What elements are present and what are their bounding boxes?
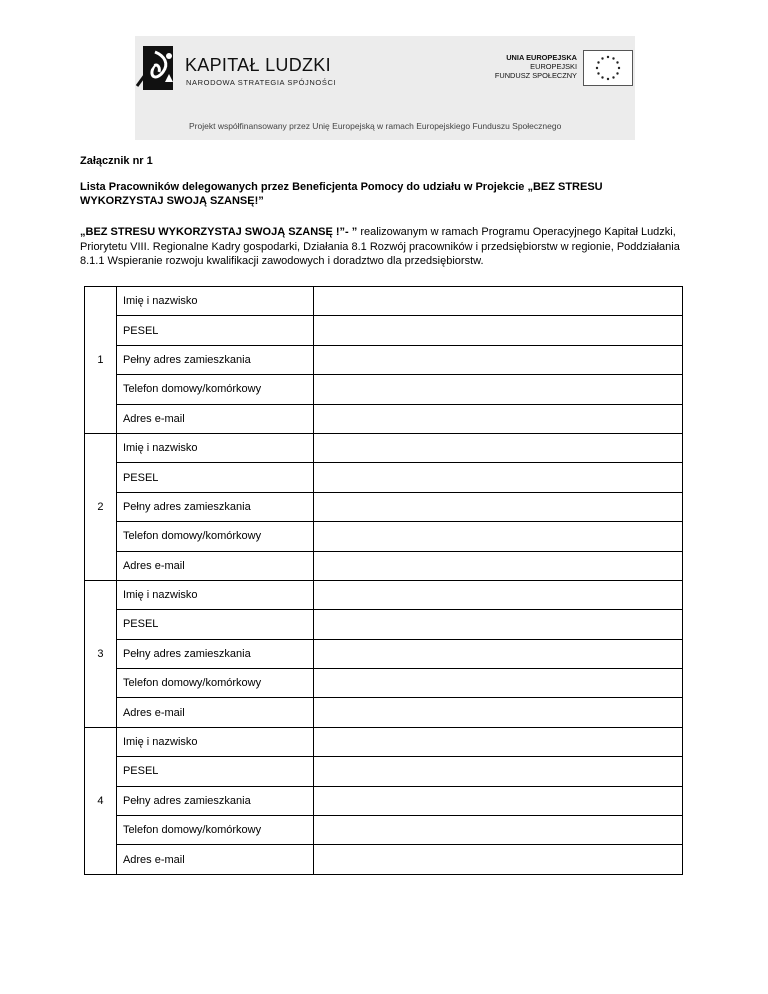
table-row	[85, 316, 683, 345]
table-row	[85, 669, 683, 698]
employee-number: 3	[85, 580, 117, 727]
project-description	[80, 225, 680, 269]
table-row	[85, 551, 683, 580]
field-label: Adres e-mail	[116, 551, 313, 580]
field-value-cell[interactable]	[313, 727, 682, 756]
logo-title: KAPITAŁ LUDZKI	[185, 55, 331, 75]
field-value-cell[interactable]	[313, 492, 682, 521]
field-label: Pełny adres zamieszkania	[116, 639, 313, 668]
field-label: PESEL	[116, 757, 313, 786]
field-value-cell[interactable]	[313, 551, 682, 580]
field-label: Pełny adres zamieszkania	[116, 492, 313, 521]
field-value-cell[interactable]	[313, 786, 682, 815]
field-label: Adres e-mail	[116, 698, 313, 727]
field-value-cell[interactable]	[313, 580, 682, 609]
table-row	[85, 492, 683, 521]
table-row	[85, 580, 683, 609]
header-banner	[135, 36, 635, 140]
table-row	[85, 698, 683, 727]
field-label: Telefon domowy/komórkowy	[116, 816, 313, 845]
eu-line-2: EUROPEJSKI	[530, 62, 577, 71]
table-row	[85, 463, 683, 492]
logo-subtitle: NARODOWA STRATEGIA SPÓJNOŚCI	[186, 78, 337, 87]
field-value-cell[interactable]	[313, 610, 682, 639]
field-label: Imię i nazwisko	[116, 433, 313, 462]
table-row	[85, 404, 683, 433]
table-row	[85, 639, 683, 668]
field-label: Imię i nazwisko	[116, 287, 313, 316]
field-label: PESEL	[116, 610, 313, 639]
table-row	[85, 727, 683, 756]
table-row	[85, 757, 683, 786]
field-value-cell[interactable]	[313, 669, 682, 698]
field-label: Telefon domowy/komórkowy	[116, 375, 313, 404]
field-label: Pełny adres zamieszkania	[116, 786, 313, 815]
field-value-cell[interactable]	[313, 698, 682, 727]
field-value-cell[interactable]	[313, 639, 682, 668]
field-label: Imię i nazwisko	[116, 727, 313, 756]
list-title: Lista Pracowników delegowanych przez Beneficjenta Pomocy do udziału w Projekcie „BEZ STRESU WYKORZYSTAJ SWOJĄ SZANSĘ!”	[80, 181, 603, 207]
eu-label	[495, 53, 577, 80]
field-value-cell[interactable]	[313, 316, 682, 345]
field-label: Imię i nazwisko	[116, 580, 313, 609]
table-row	[85, 345, 683, 374]
eu-line-3: FUNDUSZ SPOŁECZNY	[494, 71, 577, 80]
table-row	[85, 287, 683, 316]
field-label: PESEL	[116, 463, 313, 492]
field-label: Adres e-mail	[116, 404, 313, 433]
field-label: Adres e-mail	[116, 845, 313, 874]
table-row	[85, 433, 683, 462]
kapital-ludzki-logo-icon	[135, 42, 183, 94]
employee-list-table	[84, 286, 683, 875]
table-row	[85, 816, 683, 845]
field-value-cell[interactable]	[313, 757, 682, 786]
project-name-bold: „BEZ STRESU WYKORZYSTAJ SWOJĄ SZANSĘ !”- ”	[80, 226, 358, 238]
field-value-cell[interactable]	[313, 287, 682, 316]
field-label: PESEL	[116, 316, 313, 345]
field-value-cell[interactable]	[313, 404, 682, 433]
field-value-cell[interactable]	[313, 345, 682, 374]
field-value-cell[interactable]	[313, 375, 682, 404]
table-row	[85, 845, 683, 874]
field-label: Telefon domowy/komórkowy	[116, 669, 313, 698]
employee-number: 1	[85, 287, 117, 434]
field-value-cell[interactable]	[313, 522, 682, 551]
employee-number: 4	[85, 727, 117, 874]
attachment-heading: Załącznik nr 1	[80, 155, 153, 167]
employee-number: 2	[85, 433, 117, 580]
table-row	[85, 610, 683, 639]
eu-flag-icon	[583, 50, 633, 86]
table-row	[85, 375, 683, 404]
table-row	[85, 786, 683, 815]
field-label: Telefon domowy/komórkowy	[116, 522, 313, 551]
field-value-cell[interactable]	[313, 816, 682, 845]
table-row	[85, 522, 683, 551]
field-value-cell[interactable]	[313, 463, 682, 492]
cofinancing-caption: Projekt współfinansowany przez Unię Europejską w ramach Europejskiego Funduszu Społecznego	[189, 121, 562, 131]
project-description-text: realizowanym w ramach Programu Operacyjnego Kapitał Ludzki, Priorytetu VIII. Regionalne Kadry gospodarki, Działania 8.1 Rozwój pracowników i przedsiębiorstw w regionie, Poddziałania 8.1.1 Wspieranie rozwoju kwalifikacji zawodowych i doradztwo dla przedsiębiorstw.	[80, 226, 680, 267]
field-value-cell[interactable]	[313, 845, 682, 874]
eu-line-1: UNIA EUROPEJSKA	[506, 53, 577, 62]
field-label: Pełny adres zamieszkania	[116, 345, 313, 374]
field-value-cell[interactable]	[313, 433, 682, 462]
